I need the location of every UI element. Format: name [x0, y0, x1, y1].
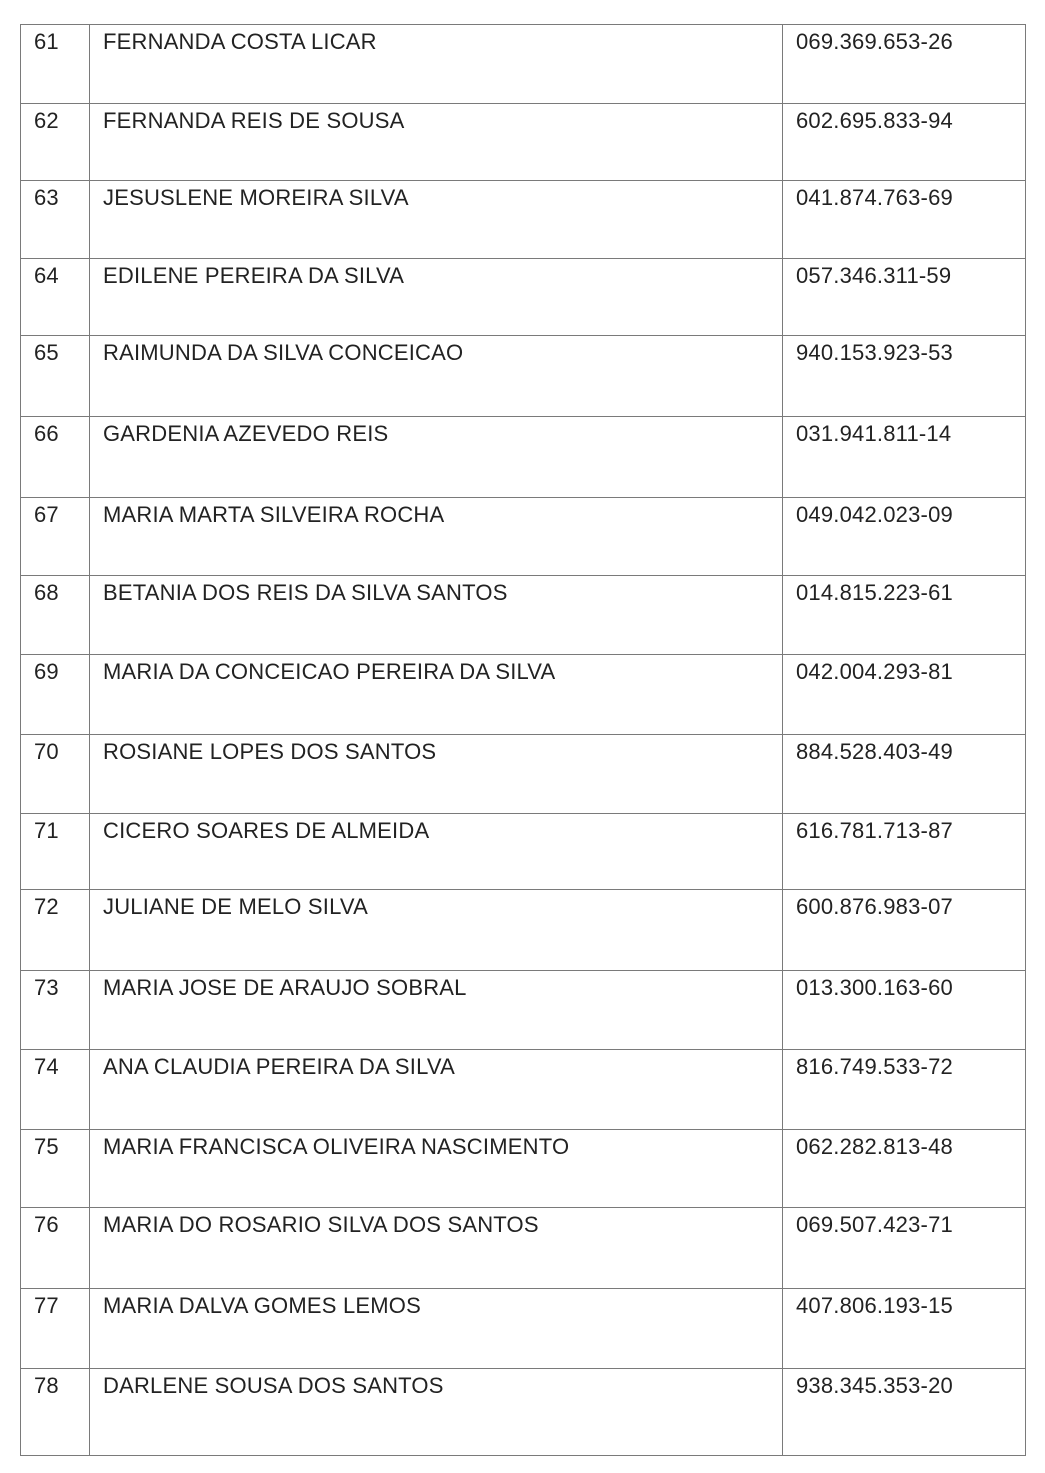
table-row: [21, 336, 1026, 417]
table-body: [21, 25, 1026, 1456]
person-name: BETANIA DOS REIS DA SILVA SANTOS: [90, 576, 783, 655]
person-name: MARIA DO ROSARIO SILVA DOS SANTOS: [90, 1208, 783, 1289]
row-number: 61: [21, 25, 90, 104]
table-row: [21, 576, 1026, 655]
table-row: [21, 104, 1026, 181]
cpf-number: 940.153.923-53: [783, 336, 1026, 417]
row-number: 63: [21, 181, 90, 259]
person-name: GARDENIA AZEVEDO REIS: [90, 417, 783, 498]
person-name: MARIA FRANCISCA OLIVEIRA NASCIMENTO: [90, 1130, 783, 1208]
person-name: FERNANDA REIS DE SOUSA: [90, 104, 783, 181]
cpf-number: 013.300.163-60: [783, 971, 1026, 1050]
person-name: JESUSLENE MOREIRA SILVA: [90, 181, 783, 259]
cpf-number: 938.345.353-20: [783, 1369, 1026, 1456]
table-row: [21, 259, 1026, 336]
cpf-number: 062.282.813-48: [783, 1130, 1026, 1208]
person-name: CICERO SOARES DE ALMEIDA: [90, 814, 783, 890]
person-name: JULIANE DE MELO SILVA: [90, 890, 783, 971]
table-row: [21, 1050, 1026, 1130]
row-number: 72: [21, 890, 90, 971]
table-row: [21, 417, 1026, 498]
table-row: [21, 1130, 1026, 1208]
person-name: FERNANDA COSTA LICAR: [90, 25, 783, 104]
cpf-number: 069.369.653-26: [783, 25, 1026, 104]
row-number: 62: [21, 104, 90, 181]
cpf-number: 031.941.811-14: [783, 417, 1026, 498]
table-row: [21, 890, 1026, 971]
table-row: [21, 814, 1026, 890]
table-row: [21, 735, 1026, 814]
person-name: EDILENE PEREIRA DA SILVA: [90, 259, 783, 336]
row-number: 78: [21, 1369, 90, 1456]
cpf-number: 816.749.533-72: [783, 1050, 1026, 1130]
cpf-number: 042.004.293-81: [783, 655, 1026, 735]
row-number: 67: [21, 498, 90, 576]
row-number: 65: [21, 336, 90, 417]
row-number: 71: [21, 814, 90, 890]
person-name: MARIA JOSE DE ARAUJO SOBRAL: [90, 971, 783, 1050]
table-row: [21, 655, 1026, 735]
table-row: [21, 498, 1026, 576]
person-name: RAIMUNDA DA SILVA CONCEICAO: [90, 336, 783, 417]
row-number: 64: [21, 259, 90, 336]
row-number: 69: [21, 655, 90, 735]
table-row: [21, 181, 1026, 259]
row-number: 70: [21, 735, 90, 814]
table-row: [21, 1369, 1026, 1456]
cpf-number: 602.695.833-94: [783, 104, 1026, 181]
person-name: DARLENE SOUSA DOS SANTOS: [90, 1369, 783, 1456]
beneficiary-table: [20, 24, 1026, 1456]
row-number: 66: [21, 417, 90, 498]
cpf-number: 014.815.223-61: [783, 576, 1026, 655]
table-row: [21, 1289, 1026, 1369]
person-name: MARIA DA CONCEICAO PEREIRA DA SILVA: [90, 655, 783, 735]
row-number: 74: [21, 1050, 90, 1130]
table-row: [21, 971, 1026, 1050]
cpf-number: 884.528.403-49: [783, 735, 1026, 814]
table-row: [21, 1208, 1026, 1289]
table-row: [21, 25, 1026, 104]
row-number: 73: [21, 971, 90, 1050]
row-number: 76: [21, 1208, 90, 1289]
row-number: 75: [21, 1130, 90, 1208]
cpf-number: 616.781.713-87: [783, 814, 1026, 890]
person-name: ROSIANE LOPES DOS SANTOS: [90, 735, 783, 814]
cpf-number: 041.874.763-69: [783, 181, 1026, 259]
cpf-number: 407.806.193-15: [783, 1289, 1026, 1369]
cpf-number: 049.042.023-09: [783, 498, 1026, 576]
person-name: ANA CLAUDIA PEREIRA DA SILVA: [90, 1050, 783, 1130]
row-number: 77: [21, 1289, 90, 1369]
cpf-number: 057.346.311-59: [783, 259, 1026, 336]
row-number: 68: [21, 576, 90, 655]
cpf-number: 069.507.423-71: [783, 1208, 1026, 1289]
person-name: MARIA MARTA SILVEIRA ROCHA: [90, 498, 783, 576]
person-name: MARIA DALVA GOMES LEMOS: [90, 1289, 783, 1369]
cpf-number: 600.876.983-07: [783, 890, 1026, 971]
